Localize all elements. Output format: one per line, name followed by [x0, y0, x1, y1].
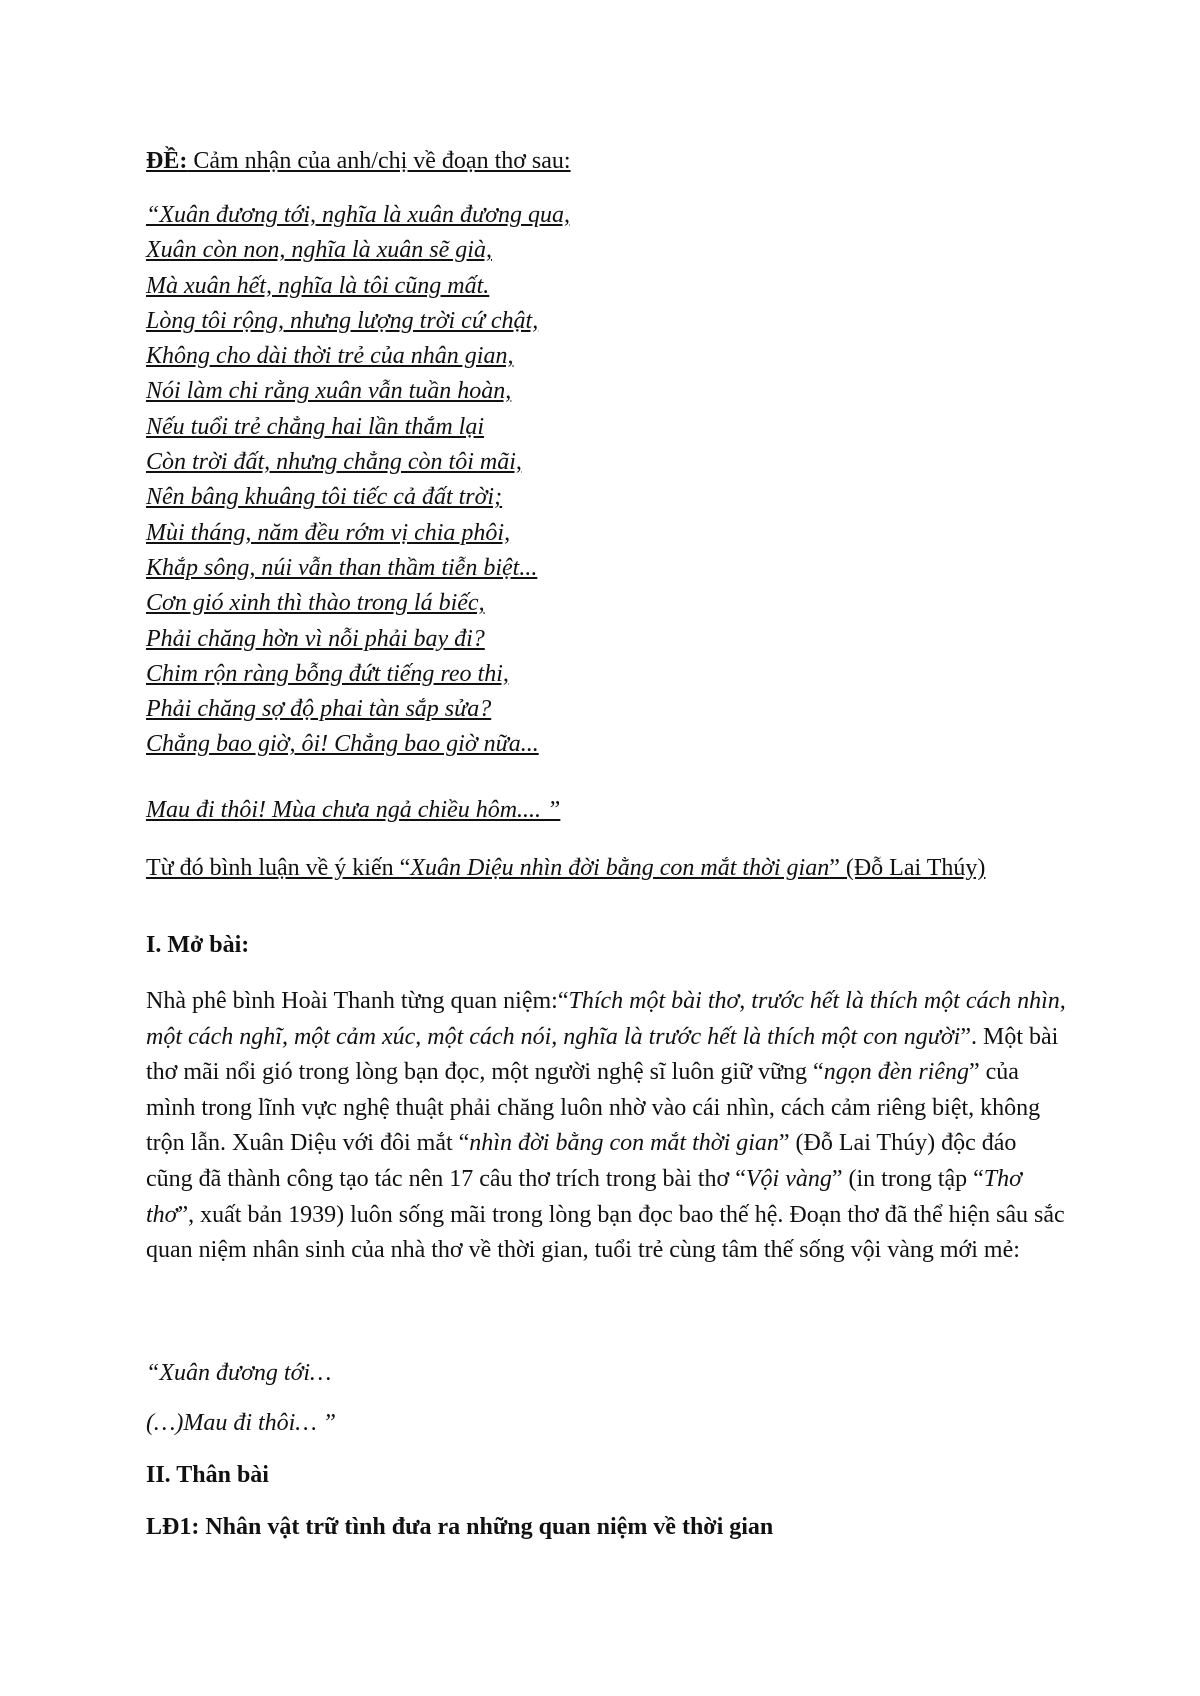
intro-text: ” của mình trong lĩnh vực nghệ thuật phải chăng luôn nhờ vào cái nhìn, cách cảm riêng biệt, không trộn lẫn. Xuân Diệu với đôi mắt “ — [146, 1059, 1041, 1157]
intro-text: ”, xuất bản 1939) luôn sống mãi trong lòng bạn đọc bao thế hệ. Đoạn thơ đã thể hiện sâu sắc quan niệm nhân sinh của nhà thơ về thời gian, tuổi trẻ cùng tâm thế sống vội vàng mới mẻ: — [146, 1201, 1065, 1264]
intro-quote: Vội vàng — [745, 1165, 832, 1192]
poem-line: Lòng tôi rộng, nhưng lượng trời cứ chật, — [146, 307, 539, 334]
section-heading-body: II. Thân bài — [146, 1462, 269, 1488]
intro-text: ”. Một bài thơ mãi nổi gió trong lòng bạn đọc, một người nghệ sĩ luôn giữ vững “ — [146, 1023, 1059, 1086]
intro-paragraph — [146, 984, 1066, 1269]
poem-line: Cơn gió xinh thì thào trong lá biếc, — [146, 590, 485, 617]
discussion-text-before: Từ đó bình luận về ý kiến “ — [146, 855, 411, 881]
poem-line: Phải chăng sợ độ phai tàn sắp sửa? — [146, 696, 492, 723]
quote-end: (…)Mau đi thôi… ” — [146, 1410, 337, 1436]
poem-line: Chẳng bao giờ, ôi! Chẳng bao giờ nữa... — [146, 731, 539, 758]
intro-quote: ngọn đèn riêng — [823, 1059, 969, 1086]
poem-line: Chim rộn ràng bỗng đứt tiếng reo thi, — [146, 660, 509, 687]
poem-line: Khắp sông, núi vẫn than thầm tiễn biệt... — [146, 554, 538, 581]
question-text: Cảm nhận của anh/chị về đoạn thơ sau: — [187, 148, 571, 174]
poem-line: Xuân còn non, nghĩa là xuân sẽ già, — [146, 237, 492, 264]
poem-line: Không cho dài thời trẻ của nhân gian, — [146, 343, 514, 370]
poem-last-line: Mau đi thôi! Mùa chưa ngả chiều hôm.... ” — [146, 797, 561, 823]
poem-line: Nên bâng khuâng tôi tiếc cả đất trời; — [146, 484, 503, 511]
poem-excerpt — [146, 198, 570, 763]
intro-quote: Thơ thơ — [146, 1165, 1022, 1228]
discussion-text-after: ” (Đỗ Lai Thúy) — [829, 855, 986, 881]
intro-quote: nhìn đời bằng con mắt thời gian — [469, 1130, 779, 1157]
intro-quote: Thích một bài thơ, trước hết là thích một cách nhìn, một cách nghĩ, một cảm xúc, một cách nói, nghĩa là trước hết là thích một con người — [146, 988, 1066, 1050]
poem-line: Phải chăng hờn vì nỗi phải bay đi? — [146, 625, 485, 652]
poem-line: Mùi tháng, năm đều rớm vị chia phôi, — [146, 519, 511, 546]
discussion-prompt — [146, 850, 1046, 886]
poem-line: “Xuân đương tới, nghĩa là xuân đương qua, — [146, 202, 570, 228]
section-heading-intro: I. Mở bài: — [146, 932, 250, 958]
discussion-quote: Xuân Diệu nhìn đời bằng con mắt thời gian — [410, 855, 830, 881]
intro-text: ” (in trong tập “ — [831, 1165, 984, 1192]
ld1-heading: LĐ1: Nhân vật trữ tình đưa ra những quan niệm về thời gian — [146, 1514, 774, 1540]
intro-text: ” (Đỗ Lai Thúy) độc đáo cũng đã thành công tạo tác nên 17 câu thơ trích trong bài thơ “ — [146, 1130, 1017, 1192]
quote-start: “Xuân đương tới… — [146, 1360, 332, 1386]
intro-text: Nhà phê bình Hoài Thanh từng quan niệm:“ — [146, 988, 569, 1014]
question-heading — [146, 148, 571, 175]
poem-line: Mà xuân hết, nghĩa là tôi cũng mất. — [146, 272, 490, 299]
poem-line: Còn trời đất, nhưng chẳng còn tôi mãi, — [146, 449, 522, 476]
poem-line: Nói làm chi rằng xuân vẫn tuần hoàn, — [146, 378, 512, 405]
question-label: ĐỀ: — [146, 148, 188, 174]
poem-line: Nếu tuổi trẻ chẳng hai lần thắm lại — [146, 413, 484, 440]
